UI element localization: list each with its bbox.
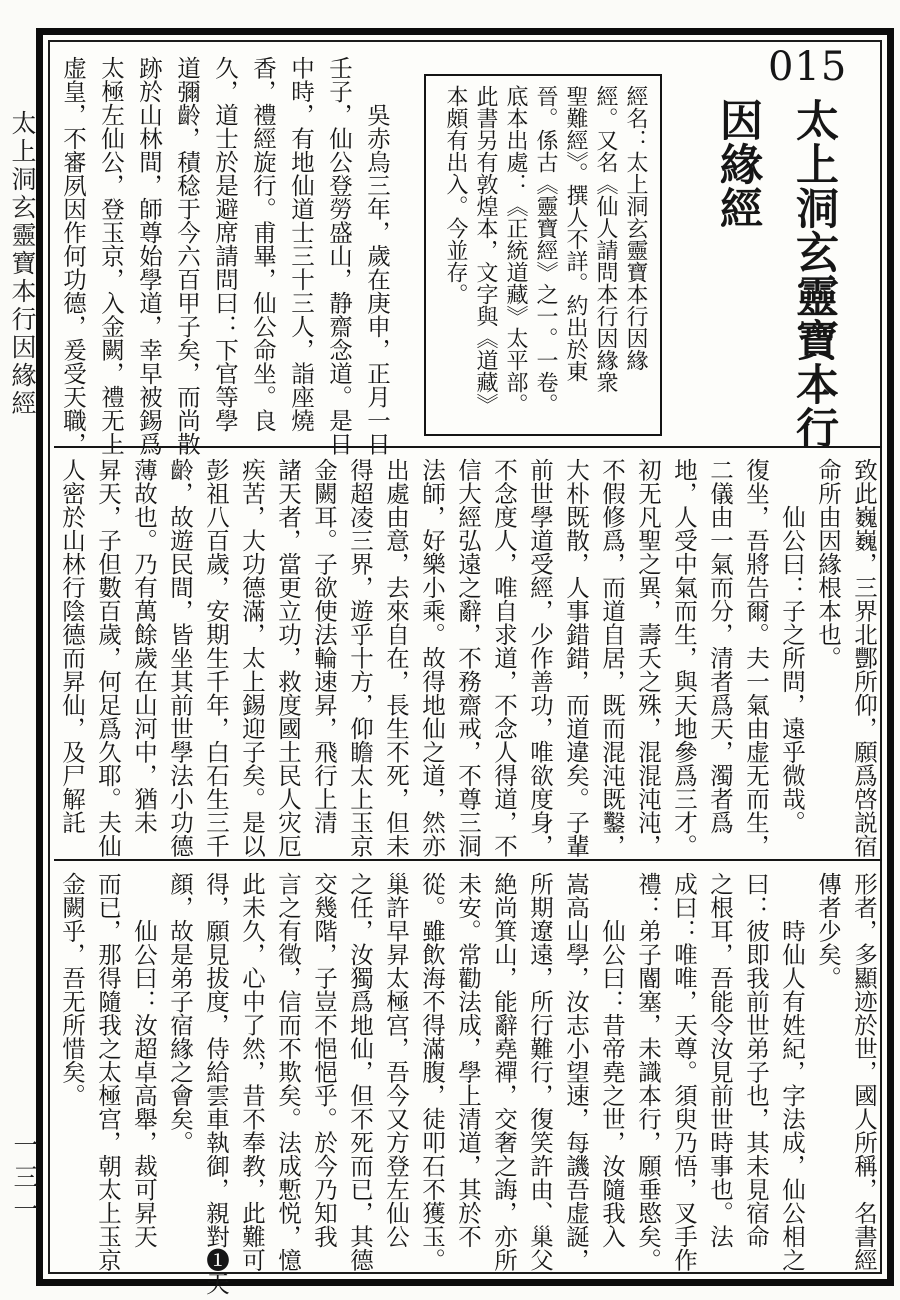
text-column: 信大經弘遠之辭，不務齋戒，不尊三洞	[454, 458, 482, 858]
text-column: 曰：彼即我前世弟子也，其未見宿命	[742, 872, 770, 1248]
text-column: 人密於山林行陰德而昇仙，及尸解託	[58, 458, 86, 834]
text-column: 仙公曰：昔帝堯之世，汝隨我入	[598, 872, 626, 1248]
abstract-column: 聖難經》。撰人不詳。約出於東	[563, 85, 588, 382]
text-column: 命所由因緣根本也。	[814, 458, 842, 670]
text-column: 壬子，仙公登勞盛山，静齋念道。是日	[325, 56, 353, 456]
text-column: 仙公曰：汝超卓高舉，裁可昇天	[130, 872, 158, 1248]
text-column: 而已，那得隨我之太極宫，朝太上玉京	[94, 872, 122, 1272]
text-column: 此未久，心中了然，昔不奉教，此難可	[238, 872, 266, 1272]
abstract-column: 此書另有敦煌本，文字與《道藏》	[473, 85, 498, 415]
text-register-bottom	[54, 872, 882, 1295]
text-column: 得，願見拔度，侍給雲車執御，親對❶天	[202, 872, 230, 1295]
text-column: 顔，故是弟子宿緣之會矣。	[166, 872, 194, 1154]
text-column: 致此巍巍，三界北酆所仰，願爲啓説宿	[850, 458, 878, 858]
text-column: 金闕耳。子欲使法輪速昇，飛行上清	[310, 458, 338, 834]
text-column: 不念度人，唯自求道，不念人得道，不	[490, 458, 518, 858]
text-column: 時仙人有姓紀，字法成，仙公相之	[778, 872, 806, 1272]
text-column: 二儀由一氣而分，清者爲天，濁者爲	[706, 458, 734, 834]
text-column: 之任，汝獨爲地仙，但不死而已，其德	[346, 872, 374, 1272]
text-column: 傳者少矣。	[814, 872, 842, 990]
text-column: 嵩高山學，汝志小望速，每譏吾虚誕，	[562, 872, 590, 1272]
text-column: 仙公曰：子之所問，遠乎微哉。	[778, 458, 806, 834]
text-column: 法師，好樂小乘。故得地仙之道，然亦	[418, 458, 446, 858]
text-column: 彭祖八百歲，安期生千年，白石生三千	[202, 458, 230, 858]
text-column: 薄故也。乃有萬餘歲在山河中，猶未	[130, 458, 158, 834]
text-column: 絶尚箕山，能辭堯禪，交奢之誨，亦所	[490, 872, 518, 1272]
abstract-box	[424, 74, 662, 436]
text-column: 香，禮經旋行。甫畢，仙公命坐。良	[249, 56, 277, 432]
abstract-column: 晉。係古《靈寶經》之一。一卷。	[533, 85, 558, 415]
abstract-column: 經名：太上洞玄靈寶本行因緣	[623, 85, 648, 371]
register-divider-2	[54, 859, 882, 861]
text-column: 中時，有地仙道士三十三人，詣座燒	[287, 56, 315, 432]
text-column: 齡，故遊民間，皆坐其前世學法小功德	[166, 458, 194, 858]
folio-number: 一三一	[10, 1132, 39, 1228]
text-column: 太極左仙公，登玉京，入金闕，禮无上	[97, 56, 125, 456]
text-column: 禮：弟子閽塞，未識本行，願垂愍矣。	[634, 872, 662, 1272]
text-column: 未安。常勸法成，學上清道，其於不	[454, 872, 482, 1248]
text-column: 之根耳，吾能令汝見前世時事也。法	[706, 872, 734, 1248]
main-title	[700, 98, 852, 452]
text-column: 昇天，子但數百歲，何足爲久耶。夫仙	[94, 458, 122, 858]
abstract-column: 經。又名《仙人請問本行因緣衆	[593, 85, 618, 393]
text-column: 疾苦，大功德滿，太上錫迎子矣。是以	[238, 458, 266, 858]
text-column: 諸天者，當更立功，救度國土民人灾厄	[274, 458, 302, 858]
page-code: 015	[768, 44, 848, 90]
text-column: 復坐，吾將告爾。夫一氣由虚无而生，	[742, 458, 770, 858]
text-column: 出處由意，去來自在，長生不死，但未	[382, 458, 410, 858]
text-column: 前世學道受經，少作善功，唯欲度身，	[526, 458, 554, 858]
text-register-top	[54, 56, 396, 456]
text-column: 虚皇，不審夙因作何功德，爰受天職，	[59, 56, 87, 456]
text-column: 地，人受中氣而生，與天地參爲三才。	[670, 458, 698, 858]
text-column: 從。雖飲海不得滿腹，徒叩石不獲玉。	[418, 872, 446, 1272]
abstract-text	[436, 85, 650, 425]
text-column: 形者，多顯迹於世，國人所稱，名書經	[850, 872, 878, 1272]
text-column: 久，道士於是避席請問曰：下官等學	[211, 56, 239, 432]
abstract-column: 底本出處：《正統道藏》太平部。	[503, 85, 528, 415]
text-column: 言之有徵，信而不欺矣。法成慙悦，憶	[274, 872, 302, 1272]
text-column: 跡於山林間，師尊始學道，幸早被錫爲	[135, 56, 163, 456]
text-column: 成曰：唯唯，天尊。須臾乃悟，叉手作	[670, 872, 698, 1272]
abstract-column: 本頗有出入。今並存。	[443, 85, 468, 305]
margin-book-title: 太上洞玄靈寶本行因緣經	[8, 110, 37, 418]
text-column: 巢許早昇太極宫，吾今又方登左仙公	[382, 872, 410, 1248]
text-register-middle	[54, 458, 882, 856]
register-divider-1	[54, 446, 882, 448]
text-column: 吳赤烏三年，歲在庚申，正月一日	[363, 56, 391, 456]
main-title-line-1: 太上洞玄靈寶本行	[789, 98, 839, 450]
main-title-line-2: 因緣經	[713, 98, 763, 230]
text-column: 所期遼遠，所行難行，復笑許由、巢父	[526, 872, 554, 1272]
text-column: 大朴既散，人事錯錯，而道違矣。子輩	[562, 458, 590, 858]
text-column: 不假修爲，而道自居，既而混沌既鑿，	[598, 458, 626, 858]
text-column: 初无凡聖之異，壽夭之殊，混混沌沌，	[634, 458, 662, 858]
text-column: 交幾階，子豈不悒悒乎。於今乃知我	[310, 872, 338, 1248]
text-column: 道彌齡，積稔于今六百甲子矣，而尚散	[173, 56, 201, 456]
text-column: 金闕乎，吾无所惜矣。	[58, 872, 86, 1107]
text-column: 得超凌三界，遊乎十方，仰瞻太上玉京	[346, 458, 374, 858]
